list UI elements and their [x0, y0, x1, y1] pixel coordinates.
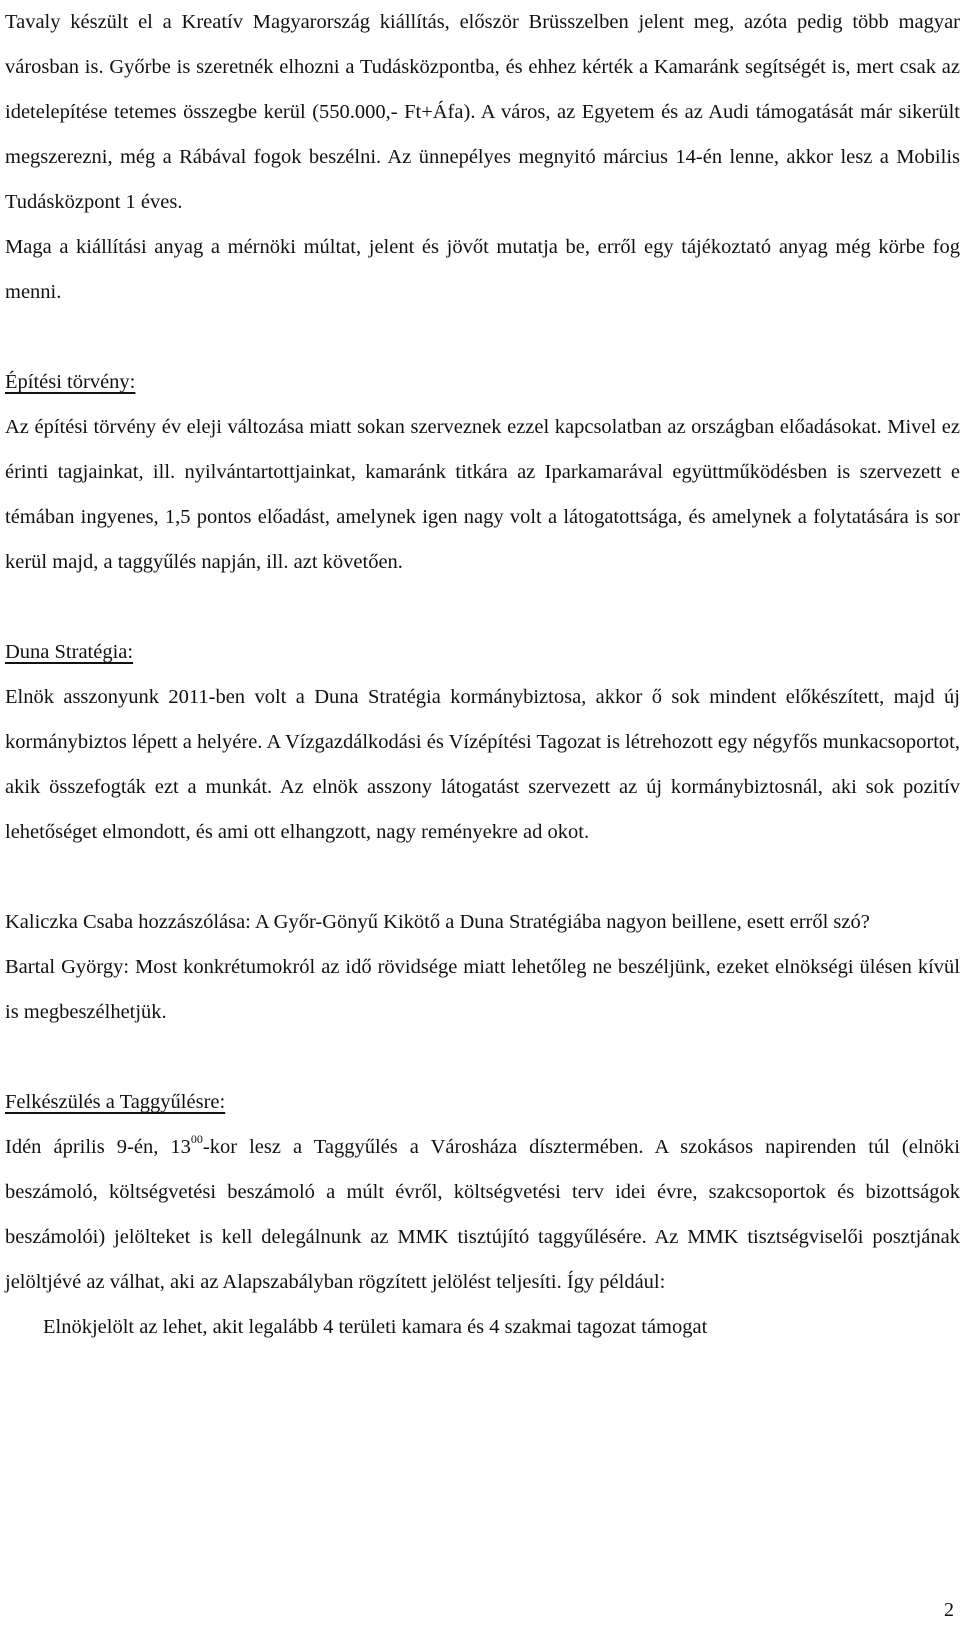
- spacer: [5, 585, 960, 630]
- felkeszules-text-rest: -kor lesz a Taggyűlés a Városháza dísztermében. A szokásos napirenden túl (elnöki beszámoló, költségvetési beszámoló a múlt évről, költségvetési terv idei évre, szakcsoportok és bizottságok beszámolói) jelölteket is kell delegálnunk az MMK tisztújító taggyűlésére. Az MMK tisztségviselői posztjának jelöltjévé az válhat, aki az Alapszabályban rögzített jelölést teljesíti. Így például:: [5, 1136, 960, 1293]
- bartal-paragraph: Bartal György: Most konkrétumokról az idő rövidsége miatt lehetőleg ne beszéljünk, ezeket elnökségi ülésen kívül is megbeszélhetjük.: [5, 956, 960, 1023]
- section-heading-felkeszules: Felkészülés a Taggyűlésre:: [5, 1091, 226, 1113]
- document-page: [5, 0, 960, 1350]
- felkeszules-paragraph: [5, 1125, 960, 1305]
- felkeszules-text-start: Idén április 9-én, 13: [5, 1136, 191, 1158]
- spacer: [5, 1035, 960, 1080]
- spacer: [5, 315, 960, 360]
- time-superscript: 00: [190, 1132, 203, 1147]
- duna-paragraph: Elnök asszonyunk 2011-ben volt a Duna Stratégia kormánybiztosa, akkor ő sok mindent előkészített, majd új kormánybiztos lépett a helyére. A Vízgazdálkodási és Vízépítési Tagozat is létrehozott egy négyfős munkacsoportot, akik összefogták ezt a munkát. Az elnök asszony látogatást szervezett az új kormánybiztosnál, aki sok pozitív lehetőséget elmondott, és ami ott elhangzott, nagy reményekre ad okot.: [5, 686, 960, 843]
- kaliczka-paragraph: Kaliczka Csaba hozzászólása: A Győr-Gönyű Kikötő a Duna Stratégiába nagyon beillene, esett erről szó?: [5, 911, 870, 933]
- section-heading-epitesi: Építési törvény:: [5, 371, 136, 393]
- indented-line: Elnökjelölt az lehet, akit legalább 4 területi kamara és 4 szakmai tagozat támogat: [43, 1316, 708, 1338]
- intro-paragraph-1: Tavaly készült el a Kreatív Magyarország kiállítás, először Brüsszelben jelent meg, azóta pedig több magyar városban is. Győrbe is szeretnék elhozni a Tudásközpontba, és ehhez kérték a Kamaránk segítségét is, mert csak az idetelepítése tetemes összegbe kerül (550.000,- Ft+Áfa). A város, az Egyetem és az Audi támogatását már sikerült megszerezni, még a Rábával fogok beszélni. Az ünnepélyes megnyitó március 14-én lenne, akkor lesz a Mobilis Tudásközpont 1 éves.: [5, 11, 960, 213]
- section-heading-duna: Duna Stratégia:: [5, 641, 134, 663]
- intro-paragraph-2: Maga a kiállítási anyag a mérnöki múltat, jelent és jövőt mutatja be, erről egy tájékoztató anyag még körbe fog menni.: [5, 236, 960, 303]
- spacer: [5, 855, 960, 900]
- page-number: 2: [944, 1599, 954, 1621]
- epitesi-paragraph: Az építési törvény év eleji változása miatt sokan szerveznek ezzel kapcsolatban az országban előadásokat. Mivel ez érinti tagjainkat, ill. nyilvántartottjainkat, kamaránk titkára az Iparkamarával együttműködésben is szervezett e témában ingyenes, 1,5 pontos előadást, amelynek igen nagy volt a látogatottsága, és amelynek a folytatására is sor kerül majd, a taggyűlés napján, ill. azt követően.: [5, 416, 960, 573]
